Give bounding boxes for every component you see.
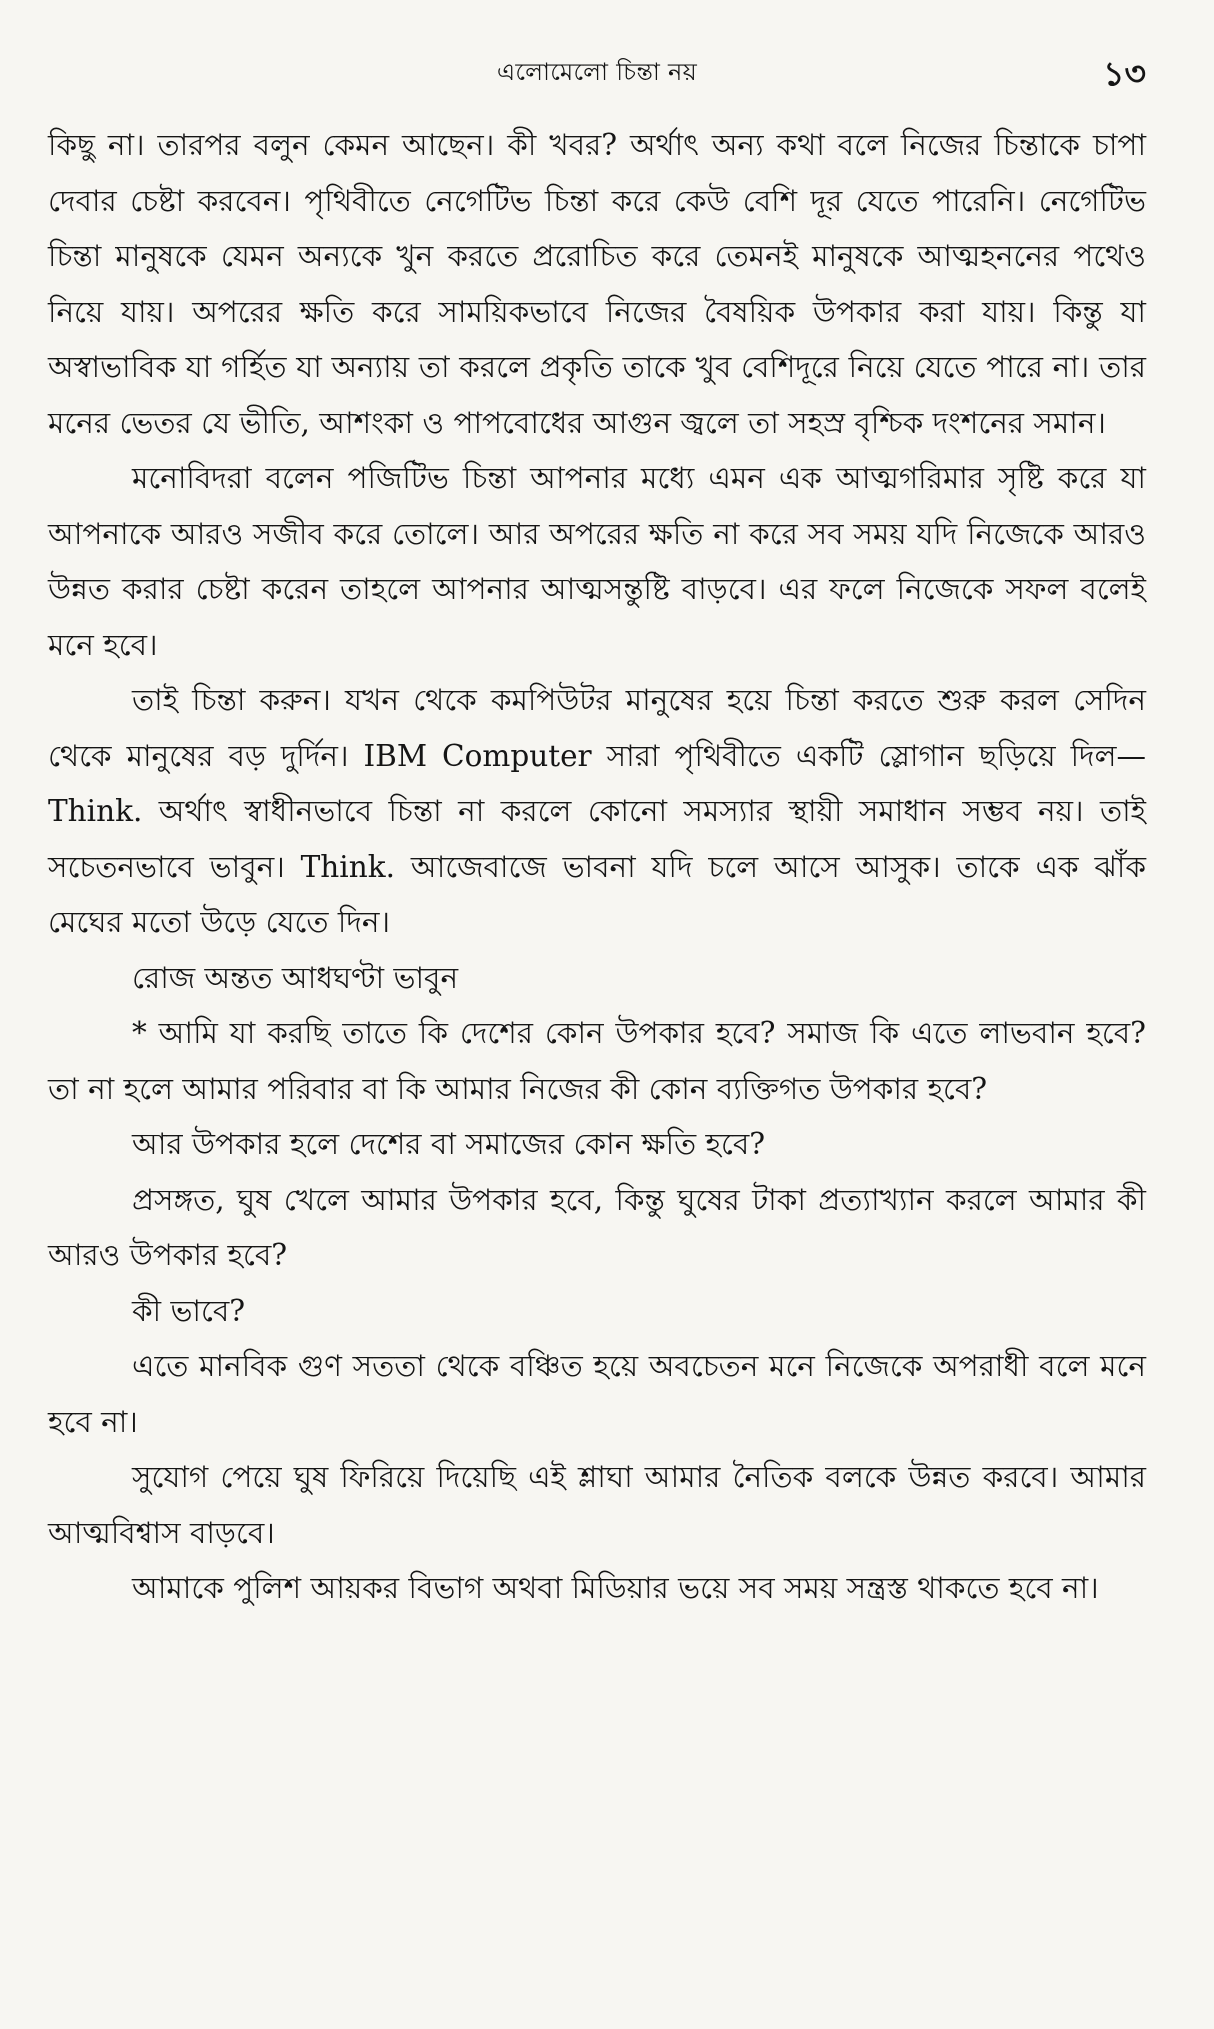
page-header [48,40,1146,110]
body-text [48,118,1146,1617]
paragraph-positive-thinking: মনোবিদরা বলেন পজিটিভ চিন্তা আপনার মধ্যে এমন এক আত্মগরিমার সৃষ্টি করে যা আপনাকে আরও সজীব করে তোলে। আর অপরের ক্ষতি না করে সব সময় যদি নিজেকে আরও উন্নত করার চেষ্টা করেন তাহলে আপনার আত্মসন্তুষ্টি বাড়বে। এর ফলে নিজেকে সফল বলেই মনে হবে। [48,461,1146,662]
subheading-daily-thinking: রোজ অন্তত আধঘণ্টা ভাবুন [132,960,459,995]
paragraph-continuation: কিছু না। তারপর বলুন কেমন আছেন। কী খবর? অর্থাৎ অন্য কথা বলে নিজের চিন্তাকে চাপা দেবার চেষ্টা করবেন। পৃথিবীতে নেগেটিভ চিন্তা করে কেউ বেশি দূর যেতে পারেনি। নেগেটিভ চিন্তা মানুষকে যেমন অন্যকে খুন করতে প্ররোচিত করে তেমনই মানুষকে আত্মহননের পথেও নিয়ে যায়। অপরের ক্ষতি করে সাময়িকভাবে নিজের বৈষয়িক উপকার করা যায়। কিন্তু যা অস্বাভাবিক যা গর্হিত যা অন্যায় তা করলে প্রকৃতি তাকে খুব বেশিদূরে নিয়ে যেতে পারে না। তার মনের ভেতর যে ভীতি, আশংকা ও পাপবোধের আগুন জ্বলে তা সহস্র বৃশ্চিক দংশনের সমান। [48,128,1146,440]
paragraph-bribe: প্রসঙ্গত, ঘুষ খেলে আমার উপকার হবে, কিন্তু ঘুষের টাকা প্রত্যাখ্যান করলে আমার কী আরও উপকার হবে? [48,1182,1146,1272]
paragraph-confidence: সুযোগ পেয়ে ঘুষ ফিরিয়ে দিয়েছি এই শ্লাঘা আমার নৈতিক বলকে উন্নত করবে। আমার আত্মবিশ্বাস বাড়বে। [48,1460,1146,1550]
page-number: ১৩ [1103,54,1146,93]
paragraph-how: কী ভাবে? [132,1293,246,1328]
paragraph-think: তাই চিন্তা করুন। যখন থেকে কমপিউটর মানুষের হয়ে চিন্তা করতে শুরু করল সেদিন থেকে মানুষের বড় দুর্দিন। IBM Computer সারা পৃথিবীতে একটি স্লোগান ছড়িয়ে দিল—Think. অর্থাৎ স্বাধীনভাবে চিন্তা না করলে কোনো সমস্যার স্থায়ী সমাধান সম্ভব নয়। তাই সচেতনভাবে ভাবুন। Think. আজেবাজে ভাবনা যদি চলে আসে আসুক। তাকে এক ঝাঁক মেঘের মতো উড়ে যেতে দিন। [48,683,1146,939]
paragraph-guilt: এতে মানবিক গুণ সততা থেকে বঞ্চিত হয়ে অবচেতন মনে নিজেকে অপরাধী বলে মনে হবে না। [48,1349,1146,1439]
paragraph-fear: আমাকে পুলিশ আয়কর বিভাগ অথবা মিডিয়ার ভয়ে সব সময় সন্ত্রস্ত থাকতে হবে না। [132,1571,1099,1605]
paragraph-question-benefit: * আমি যা করছি তাতে কি দেশের কোন উপকার হবে? সমাজ কি এতে লাভবান হবে? তা না হলে আমার পরিবার বা কি আমার নিজের কী কোন ব্যক্তিগত উপকার হবে? [48,1016,1146,1106]
paragraph-question-harm: আর উপকার হলে দেশের বা সমাজের কোন ক্ষতি হবে? [132,1127,766,1161]
running-title: এলোমেলো চিন্তা নয় [496,58,698,86]
